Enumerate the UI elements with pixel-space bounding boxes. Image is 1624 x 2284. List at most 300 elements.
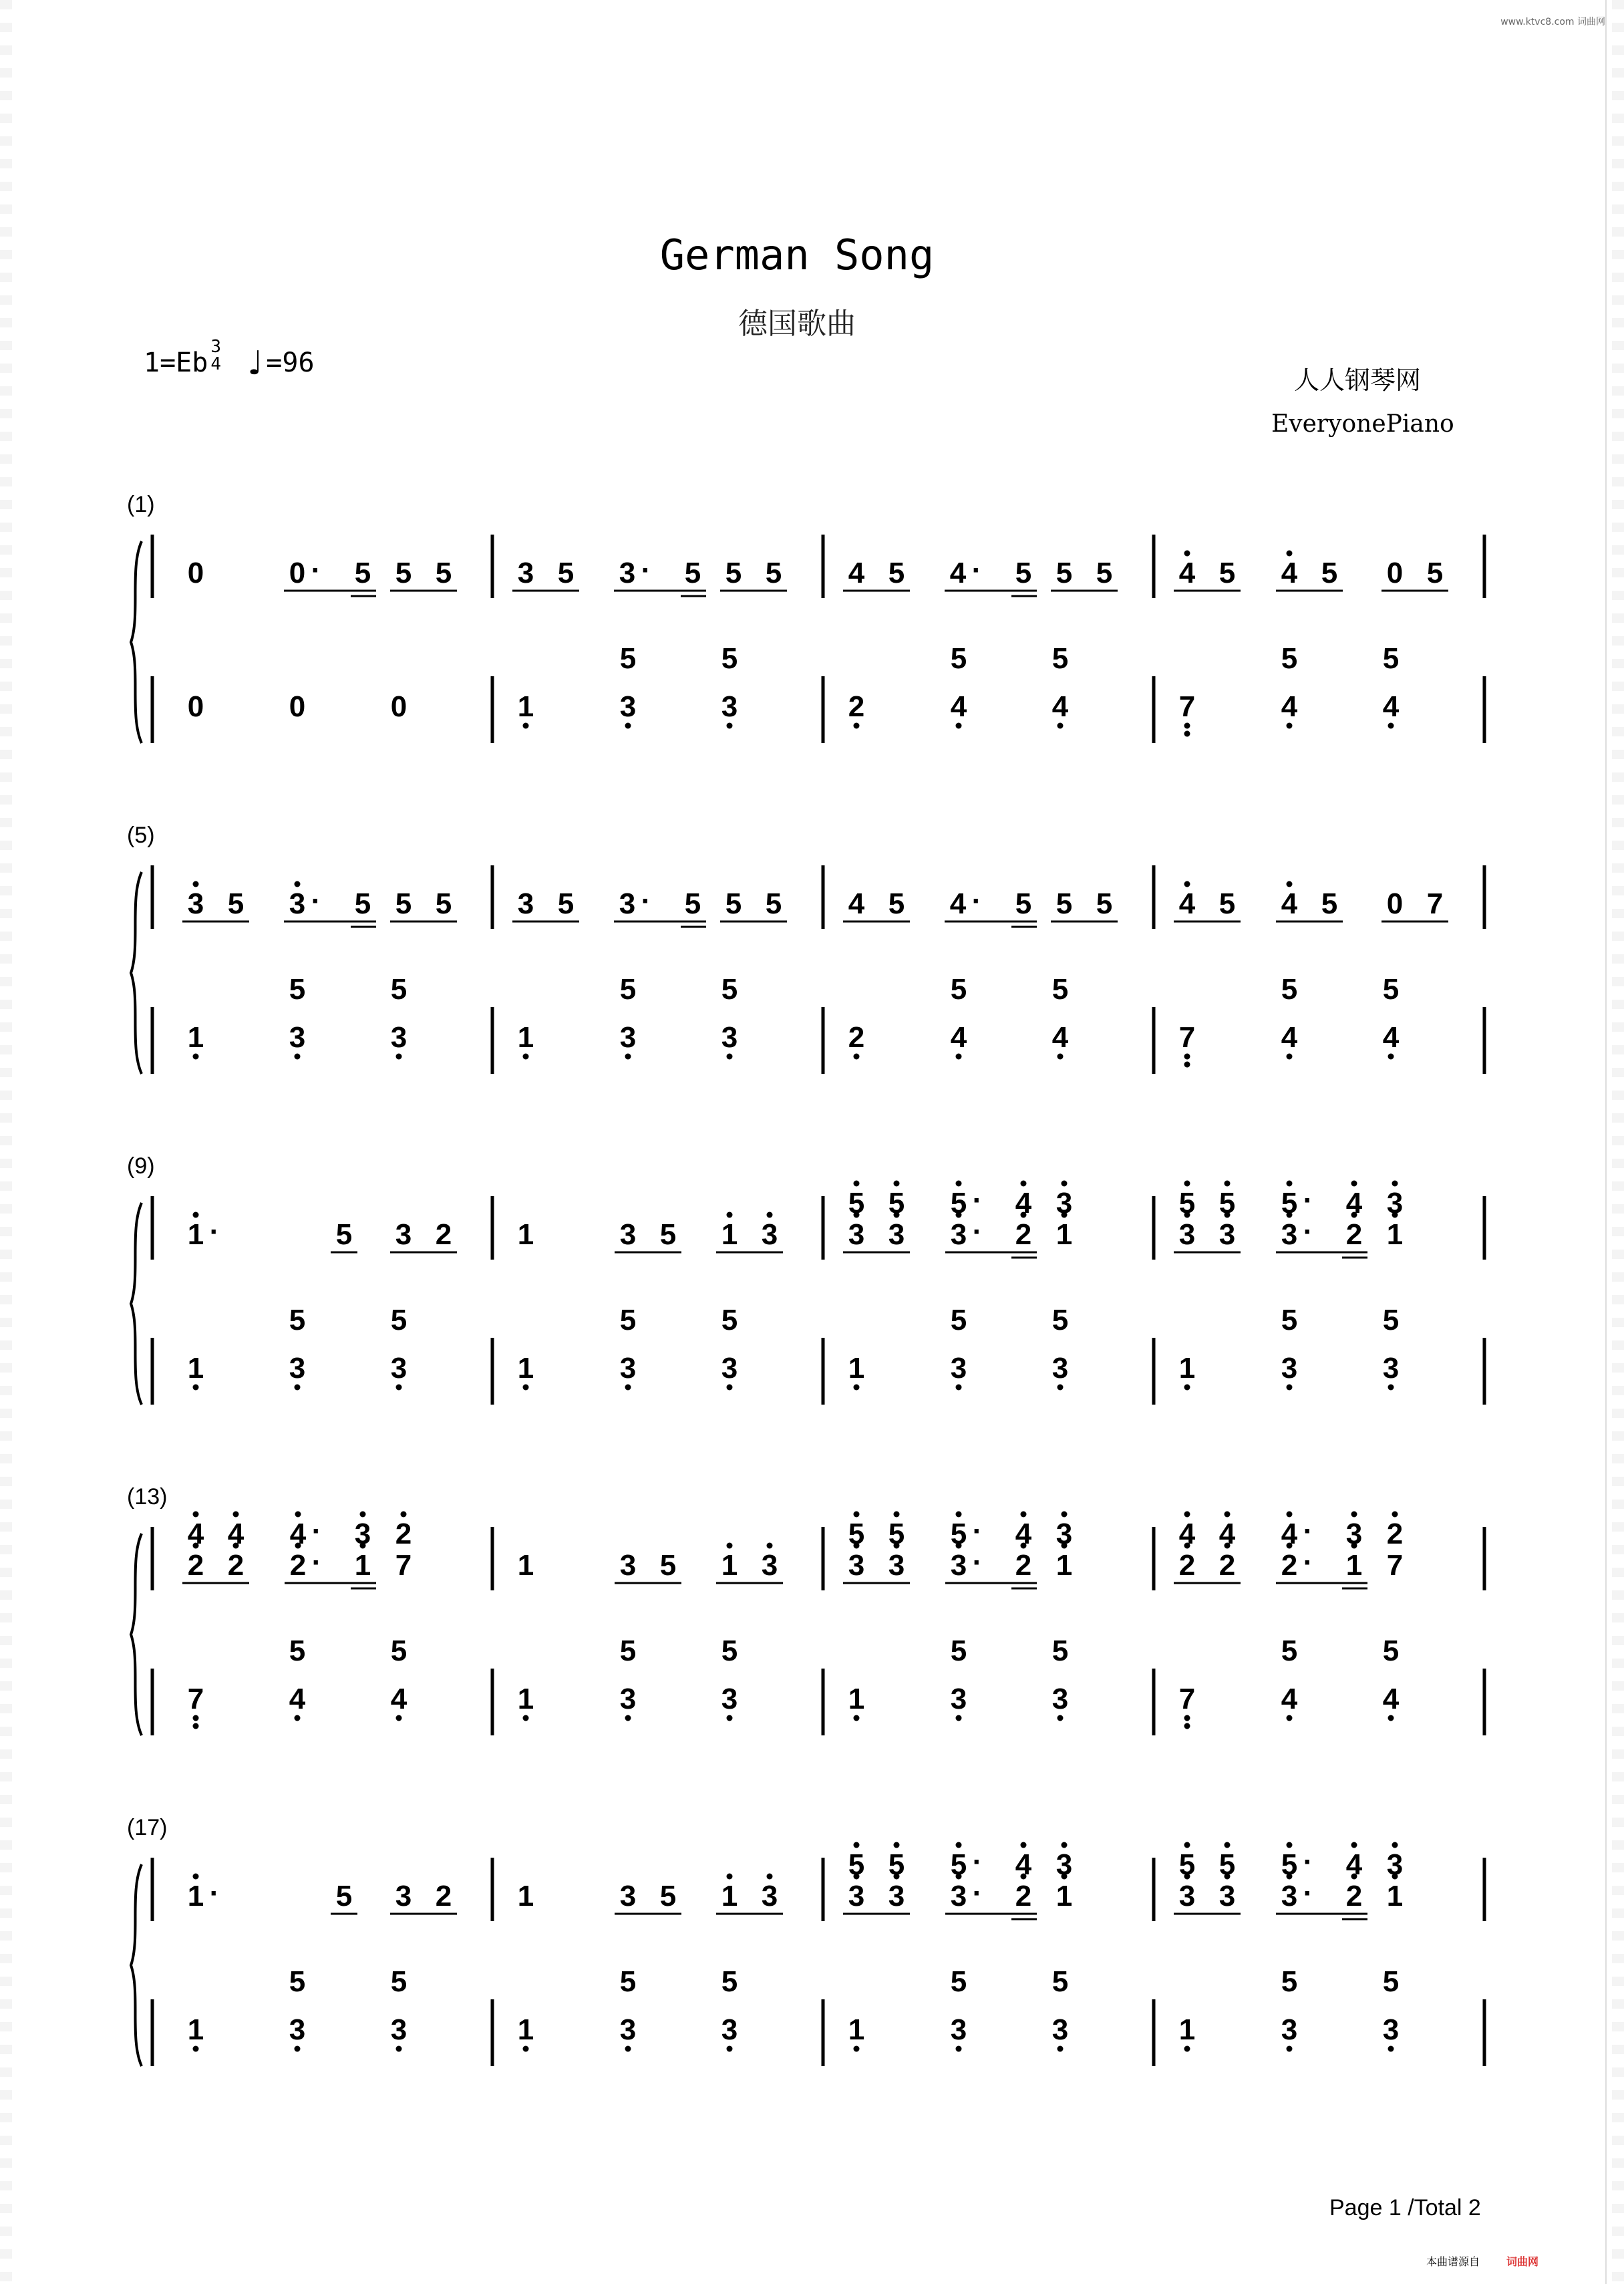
note: 5	[721, 973, 738, 1006]
note: 5	[950, 1304, 967, 1336]
octave-dot	[396, 1054, 402, 1060]
octave-dot	[956, 1385, 962, 1391]
augmentation-dot: ·	[972, 1846, 983, 1878]
note: 3	[289, 887, 306, 920]
octave-dot	[854, 1385, 860, 1391]
note: 4	[1015, 1187, 1032, 1220]
note: 2	[227, 1549, 245, 1582]
note: 3	[1178, 1880, 1196, 1912]
note: 3	[619, 1352, 637, 1385]
note: 3	[848, 1880, 865, 1912]
note: 3	[1281, 2013, 1298, 2046]
octave-dot	[193, 881, 199, 887]
note: 5	[721, 1965, 738, 1998]
note: 2	[1345, 1218, 1363, 1251]
octave-dot	[1184, 1715, 1190, 1721]
note: 5	[354, 557, 371, 589]
key-signature: 1=Eb	[144, 347, 208, 378]
augmentation-dot: ·	[311, 554, 321, 587]
song-subtitle: 德国歌曲	[738, 307, 856, 341]
note: 5	[888, 1848, 905, 1881]
octave-dot	[1287, 1842, 1293, 1848]
octave-dot	[767, 1543, 773, 1549]
note: 5	[848, 1848, 865, 1881]
octave-dot	[1184, 731, 1190, 737]
octave-dot	[233, 1512, 239, 1518]
octave-dot	[1184, 723, 1190, 729]
octave-dot	[1287, 551, 1293, 557]
note: 2	[1178, 1549, 1196, 1582]
note: 0	[1386, 887, 1404, 920]
note: 3	[1382, 2013, 1400, 2046]
note: 5	[1219, 1187, 1236, 1220]
note: 5	[721, 642, 738, 675]
note: 5	[619, 973, 637, 1006]
octave-dot	[1184, 1181, 1190, 1187]
octave-dot	[1062, 1181, 1068, 1187]
augmentation-dot: ·	[1303, 1846, 1313, 1878]
octave-dot	[956, 1715, 962, 1721]
note: 1	[517, 1352, 534, 1385]
octave-dot	[1287, 723, 1293, 729]
augmentation-dot: ·	[971, 554, 982, 587]
time-denominator: 4	[210, 354, 221, 374]
octave-dot	[1058, 1054, 1064, 1060]
octave-dot	[625, 1385, 631, 1391]
note: 4	[848, 887, 865, 920]
note: 4	[1051, 1021, 1069, 1054]
note: 5	[1382, 1304, 1400, 1336]
note: 0	[187, 690, 204, 723]
note: 5	[1096, 887, 1113, 920]
augmentation-dot: ·	[972, 1216, 983, 1248]
note: 4	[1345, 1848, 1363, 1881]
note: 5	[1281, 973, 1298, 1006]
note: 5	[227, 887, 245, 920]
note: 3	[1178, 1218, 1196, 1251]
note: 1	[1386, 1218, 1404, 1251]
octave-dot	[1351, 1512, 1357, 1518]
note: 5	[390, 1304, 408, 1336]
note: 3	[619, 2013, 637, 2046]
note: 7	[1178, 1683, 1196, 1715]
octave-dot	[1184, 1512, 1190, 1518]
note: 5	[390, 1965, 408, 1998]
note: 5	[950, 1187, 967, 1220]
note: 5	[289, 1304, 306, 1336]
note: 2	[848, 690, 865, 723]
note: 5	[1281, 1965, 1298, 1998]
note: 5	[950, 1848, 967, 1881]
note: 3	[619, 1683, 637, 1715]
octave-dot	[1388, 1054, 1394, 1060]
note: 5	[950, 1965, 967, 1998]
octave-dot	[1062, 1842, 1068, 1848]
augmentation-dot: ·	[311, 885, 321, 917]
note: 3	[619, 887, 636, 920]
note: 7	[1426, 887, 1444, 920]
note: 3	[517, 557, 534, 589]
octave-dot	[1287, 2046, 1293, 2052]
note: 1	[1178, 2013, 1196, 2046]
note: 5	[848, 1187, 865, 1220]
octave-dot	[295, 1385, 301, 1391]
octave-dot	[1058, 723, 1064, 729]
note: 0	[1386, 557, 1404, 589]
note: 3	[761, 1218, 778, 1251]
octave-dot	[1184, 1054, 1190, 1060]
octave-dot	[1388, 1715, 1394, 1721]
octave-dot	[295, 2046, 301, 2052]
arranger-english: EveryonePiano	[1271, 410, 1454, 438]
octave-dot	[1287, 1181, 1293, 1187]
note: 3	[395, 1218, 412, 1251]
note: 1	[354, 1549, 371, 1582]
note: 5	[659, 1549, 677, 1582]
octave-dot	[193, 1385, 199, 1391]
note: 7	[395, 1549, 412, 1582]
octave-dot	[193, 1512, 199, 1518]
augmentation-dot: ·	[311, 1546, 322, 1579]
note: 5	[289, 973, 306, 1006]
octave-dot	[894, 1842, 900, 1848]
octave-dot	[523, 2046, 529, 2052]
octave-dot	[854, 1842, 860, 1848]
note: 1	[1345, 1549, 1363, 1582]
octave-dot	[401, 1512, 407, 1518]
octave-dot	[1225, 1181, 1231, 1187]
note: 5	[1015, 887, 1032, 920]
octave-dot	[1392, 1512, 1398, 1518]
octave-dot	[295, 881, 301, 887]
note: 4	[1281, 887, 1298, 920]
note: 3	[950, 1683, 967, 1715]
system-number: (5)	[127, 823, 155, 848]
augmentation-dot: ·	[641, 885, 651, 917]
augmentation-dot: ·	[311, 1515, 322, 1548]
octave-dot	[193, 1212, 199, 1218]
note: 4	[1281, 1683, 1298, 1715]
octave-dot	[956, 723, 962, 729]
note: 4	[187, 1518, 204, 1550]
note: 5	[1382, 642, 1400, 675]
note: 7	[1178, 690, 1196, 723]
note: 5	[1382, 1634, 1400, 1667]
note: 0	[187, 557, 204, 589]
note: 4	[1178, 887, 1196, 920]
octave-dot	[1021, 1512, 1027, 1518]
note: 5	[725, 887, 742, 920]
system-number: (17)	[127, 1815, 168, 1840]
note: 1	[187, 2013, 204, 2046]
note: 3	[390, 2013, 408, 2046]
note: 1	[848, 2013, 865, 2046]
source-credit	[1426, 2253, 1538, 2269]
note: 3	[848, 1218, 865, 1251]
system-number: (13)	[127, 1484, 168, 1510]
note: 5	[619, 1965, 637, 1998]
octave-dot	[727, 1874, 733, 1880]
note: 3	[848, 1549, 865, 1582]
octave-dot	[193, 1054, 199, 1060]
note: 3	[1055, 1848, 1073, 1881]
quarter-note-icon: ♩	[243, 343, 265, 384]
note: 1	[517, 690, 534, 723]
octave-dot	[523, 723, 529, 729]
song-title: German Song	[659, 231, 935, 279]
note: 5	[1178, 1848, 1196, 1881]
note: 1	[187, 1218, 204, 1251]
note: 4	[949, 557, 967, 589]
note: 5	[1321, 557, 1338, 589]
note: 3	[761, 1880, 778, 1912]
note: 1	[517, 1683, 534, 1715]
octave-dot	[625, 2046, 631, 2052]
note: 3	[289, 1021, 306, 1054]
note: 1	[1055, 1218, 1073, 1251]
note: 1	[848, 1352, 865, 1385]
note: 3	[619, 1218, 637, 1251]
note: 1	[721, 1880, 738, 1912]
octave-dot	[1388, 1385, 1394, 1391]
note: 3	[619, 1021, 637, 1054]
note: 5	[950, 1518, 967, 1550]
octave-dot	[727, 1715, 733, 1721]
octave-dot	[956, 2046, 962, 2052]
note: 3	[888, 1218, 905, 1251]
note: 3	[721, 1021, 738, 1054]
note: 4	[1345, 1187, 1363, 1220]
note: 3	[1219, 1880, 1236, 1912]
octave-dot	[767, 1874, 773, 1880]
augmentation-dot: ·	[641, 554, 651, 587]
octave-dot	[193, 1715, 199, 1721]
note: 4	[1178, 557, 1196, 589]
octave-dot	[625, 1054, 631, 1060]
note: 4	[950, 690, 967, 723]
note: 1	[721, 1218, 738, 1251]
note: 5	[848, 1518, 865, 1550]
note: 7	[187, 1683, 204, 1715]
augmentation-dot: ·	[972, 1546, 983, 1579]
tempo-value: =96	[266, 347, 315, 378]
note: 5	[395, 887, 412, 920]
note: 5	[289, 1634, 306, 1667]
note: 3	[950, 1880, 967, 1912]
octave-dot	[1184, 1723, 1190, 1729]
source-label: 本曲谱源自	[1426, 2255, 1480, 2268]
augmentation-dot: ·	[971, 885, 982, 917]
note: 3	[390, 1352, 408, 1385]
octave-dot	[1184, 1385, 1190, 1391]
note: 5	[888, 1518, 905, 1550]
note: 4	[949, 887, 967, 920]
octave-dot	[193, 2046, 199, 2052]
note: 3	[619, 1549, 637, 1582]
note: 2	[187, 1549, 204, 1582]
brace	[131, 541, 142, 743]
octave-dot	[1184, 1062, 1190, 1068]
octave-dot	[854, 1512, 860, 1518]
octave-dot	[727, 1543, 733, 1549]
octave-dot	[1184, 2046, 1190, 2052]
note: 3	[1281, 1218, 1298, 1251]
note: 2	[1345, 1880, 1363, 1912]
note: 2	[1015, 1218, 1032, 1251]
octave-dot	[1287, 1512, 1293, 1518]
note: 3	[1281, 1352, 1298, 1385]
note: 1	[721, 1549, 738, 1582]
note: 5	[619, 642, 637, 675]
note: 2	[435, 1218, 452, 1251]
augmentation-dot: ·	[1303, 1546, 1313, 1579]
site-header: www.ktvc8.com 词曲网	[1500, 17, 1605, 27]
note: 3	[1382, 1352, 1400, 1385]
augmentation-dot: ·	[972, 1877, 983, 1910]
octave-dot	[1351, 1842, 1357, 1848]
note: 3	[1055, 1187, 1073, 1220]
octave-dot	[1287, 881, 1293, 887]
note: 4	[1382, 1683, 1400, 1715]
system-number: (9)	[127, 1153, 155, 1179]
note: 5	[1321, 887, 1338, 920]
brace	[131, 1203, 142, 1405]
octave-dot	[727, 1054, 733, 1060]
note: 2	[1281, 1549, 1298, 1582]
octave-dot	[854, 1715, 860, 1721]
page-indicator: Page 1 /Total 2	[1329, 2195, 1481, 2221]
note: 3	[950, 1218, 967, 1251]
note: 4	[1382, 1021, 1400, 1054]
note: 1	[1055, 1549, 1073, 1582]
note: 5	[435, 887, 452, 920]
system-number: (1)	[127, 492, 155, 517]
augmentation-dot: ·	[209, 1216, 220, 1248]
octave-dot	[727, 1212, 733, 1218]
note: 5	[1051, 1634, 1069, 1667]
octave-dot	[854, 1181, 860, 1187]
note: 3	[950, 2013, 967, 2046]
note: 4	[1051, 690, 1069, 723]
note: 5	[354, 887, 371, 920]
note: 4	[848, 557, 865, 589]
note: 5	[659, 1880, 677, 1912]
note: 5	[1281, 1304, 1298, 1336]
note: 5	[1051, 1304, 1069, 1336]
augmentation-dot: ·	[1303, 1216, 1313, 1248]
note: 3	[721, 690, 738, 723]
octave-dot	[854, 1054, 860, 1060]
brace	[131, 872, 142, 1074]
note: 3	[619, 557, 636, 589]
brace	[131, 1534, 142, 1735]
note: 3	[950, 1352, 967, 1385]
note: 1	[1178, 1352, 1196, 1385]
note: 5	[888, 557, 905, 589]
note: 5	[335, 1218, 353, 1251]
note: 3	[354, 1518, 371, 1550]
note: 5	[1219, 887, 1236, 920]
octave-dot	[396, 2046, 402, 2052]
note: 1	[1055, 1880, 1073, 1912]
note: 1	[517, 1549, 534, 1582]
note: 5	[765, 887, 782, 920]
note: 4	[1281, 1021, 1298, 1054]
octave-dot	[1021, 1181, 1027, 1187]
note: 2	[1219, 1549, 1236, 1582]
note: 3	[1051, 1352, 1069, 1385]
octave-dot	[956, 1054, 962, 1060]
note: 5	[888, 887, 905, 920]
note: 4	[950, 1021, 967, 1054]
note: 3	[1055, 1518, 1073, 1550]
augmentation-dot: ·	[972, 1184, 983, 1217]
octave-dot	[727, 2046, 733, 2052]
note: 3	[1051, 1683, 1069, 1715]
note: 5	[1051, 1965, 1069, 1998]
note: 3	[888, 1549, 905, 1582]
octave-dot	[894, 1181, 900, 1187]
note: 4	[1382, 690, 1400, 723]
note: 5	[619, 1304, 637, 1336]
note: 5	[1382, 1965, 1400, 1998]
note: 3	[888, 1880, 905, 1912]
note: 3	[289, 1352, 306, 1385]
note: 2	[289, 1549, 307, 1582]
note: 2	[395, 1518, 412, 1550]
note: 4	[1178, 1518, 1196, 1550]
octave-dot	[360, 1512, 366, 1518]
note: 5	[1096, 557, 1113, 589]
note: 3	[761, 1549, 778, 1582]
note: 5	[1051, 973, 1069, 1006]
octave-dot	[396, 1385, 402, 1391]
note: 5	[1382, 973, 1400, 1006]
note: 5	[435, 557, 452, 589]
augmentation-dot: ·	[1303, 1877, 1313, 1910]
octave-dot	[854, 723, 860, 729]
note: 5	[1219, 1848, 1236, 1881]
note: 2	[435, 1880, 452, 1912]
note: 7	[1386, 1549, 1404, 1582]
octave-dot	[1062, 1512, 1068, 1518]
augmentation-dot: ·	[972, 1515, 983, 1548]
note: 1	[517, 1880, 534, 1912]
source-site: 词曲网	[1506, 2255, 1539, 2268]
brace	[131, 1864, 142, 2066]
note: 4	[1015, 1848, 1032, 1881]
note: 4	[1015, 1518, 1032, 1550]
note: 5	[765, 557, 782, 589]
note: 1	[187, 1021, 204, 1054]
octave-dot	[894, 1512, 900, 1518]
note: 5	[950, 642, 967, 675]
note: 0	[390, 690, 408, 723]
octave-dot	[956, 1512, 962, 1518]
note: 5	[888, 1187, 905, 1220]
note: 1	[187, 1352, 204, 1385]
octave-dot	[1388, 2046, 1394, 2052]
octave-dot	[1184, 1842, 1190, 1848]
note: 3	[517, 887, 534, 920]
octave-dot	[295, 1715, 301, 1721]
note: 3	[390, 1021, 408, 1054]
augmentation-dot: ·	[1303, 1515, 1313, 1548]
time-numerator: 3	[210, 337, 221, 357]
octave-dot	[854, 2046, 860, 2052]
note: 5	[1219, 557, 1236, 589]
note: 3	[1386, 1187, 1404, 1220]
